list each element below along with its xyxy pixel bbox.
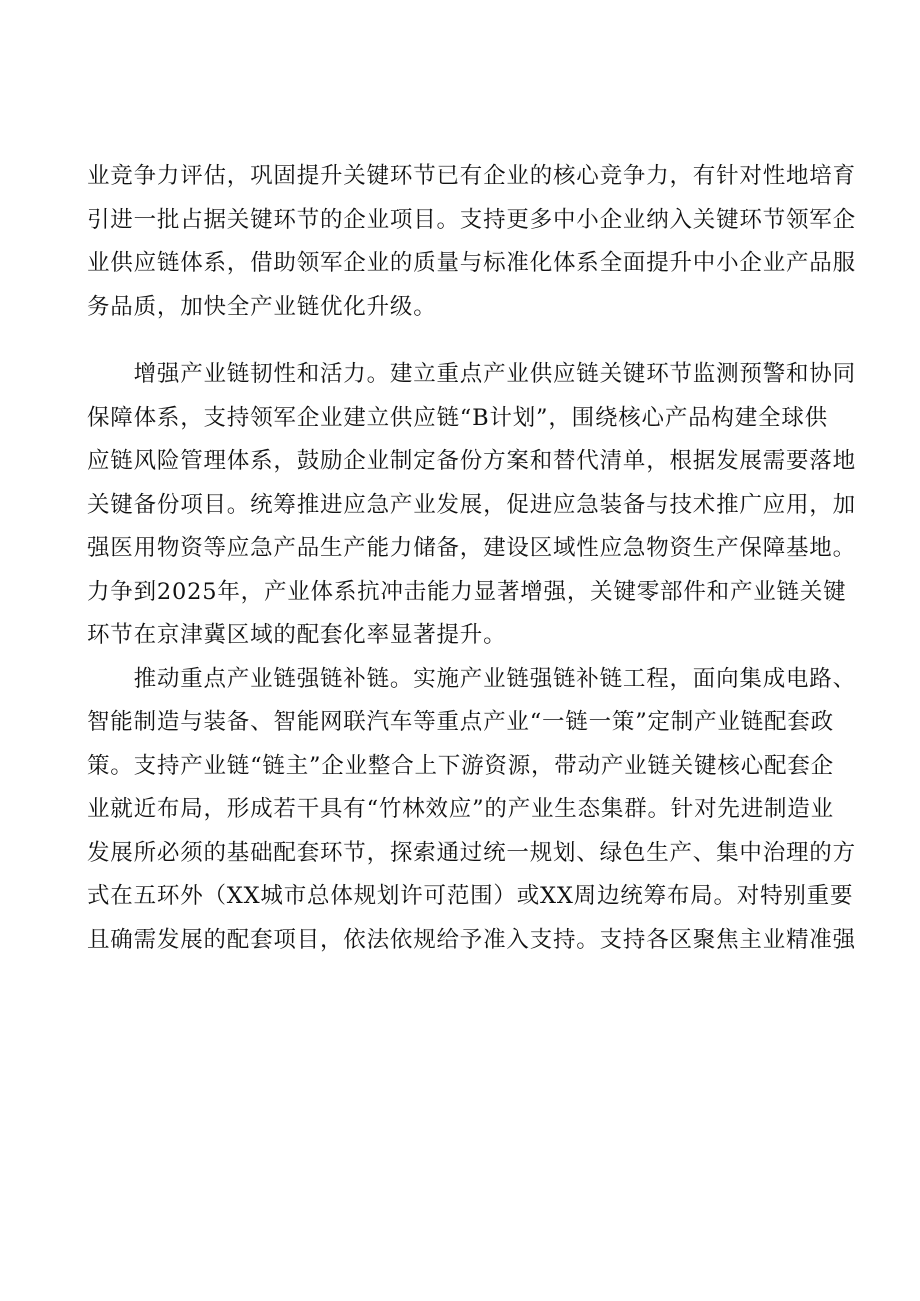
- text-line: 业竞争力评估，巩固提升关键环节已有企业的核心竞争力，有针对性地培育: [87, 163, 856, 189]
- text-line: 增强产业链韧性和活力。建立重点产业供应链关键环节监测预警和协同: [87, 361, 856, 387]
- text-line: 应链风险管理体系，鼓励企业制定备份方案和替代清单，根据发展需要落地: [87, 448, 856, 474]
- text-line: 智能制造与装备、智能网联汽车等重点产业“一链一策”定制产业链配套政: [87, 709, 834, 735]
- text-line: 力争到2025年，产业体系抗冲击能力显著增强，关键零部件和产业链关键: [87, 578, 847, 605]
- text-line: 策。支持产业链“链主”企业整合上下游资源，带动产业链关键核心配套企: [87, 752, 834, 779]
- text-line: 务品质，加快全产业链优化升级。: [87, 293, 437, 320]
- text-line: 环节在京津冀区域的配套化率显著提升。: [87, 622, 507, 648]
- text-line: 关键备份项目。统筹推进应急产业发展，促进应急装备与技术推广应用，加: [87, 491, 856, 518]
- paragraph-chain-strengthening: [87, 658, 857, 963]
- text-line: 推动重点产业链强链补链。实施产业链强链补链工程，面向集成电路、: [87, 665, 856, 692]
- paragraph-competitiveness: [87, 155, 857, 329]
- text-line: 业就近布局，形成若干具有“竹林效应”的产业生态集群。针对先进制造业: [87, 796, 834, 822]
- text-line: 且确需发展的配套项目，依法依规给予准入支持。支持各区聚焦主业精准强: [87, 926, 856, 953]
- text-line: 引进一批占据关键环节的企业项目。支持更多中小企业纳入关键环节领军企: [87, 206, 856, 233]
- document-body: [87, 155, 857, 962]
- text-line: 发展所必须的基础配套环节，探索通过统一规划、绿色生产、集中治理的方: [87, 839, 856, 866]
- paragraph-resilience: [87, 353, 857, 658]
- text-line: 保障体系，支持领军企业建立供应链“B计划”，围绕核心产品构建全球供: [87, 404, 828, 431]
- text-line: 业供应链体系，借助领军企业的质量与标准化体系全面提升中小企业产品服: [87, 250, 856, 276]
- paragraph-spacer: [87, 329, 857, 353]
- text-line: 强医用物资等应急产品生产能力储备，建设区域性应急物资生产保障基地。: [87, 535, 856, 561]
- text-line: 式在五环外（XX城市总体规划许可范围）或XX周边统筹布局。对特别重要: [87, 883, 854, 909]
